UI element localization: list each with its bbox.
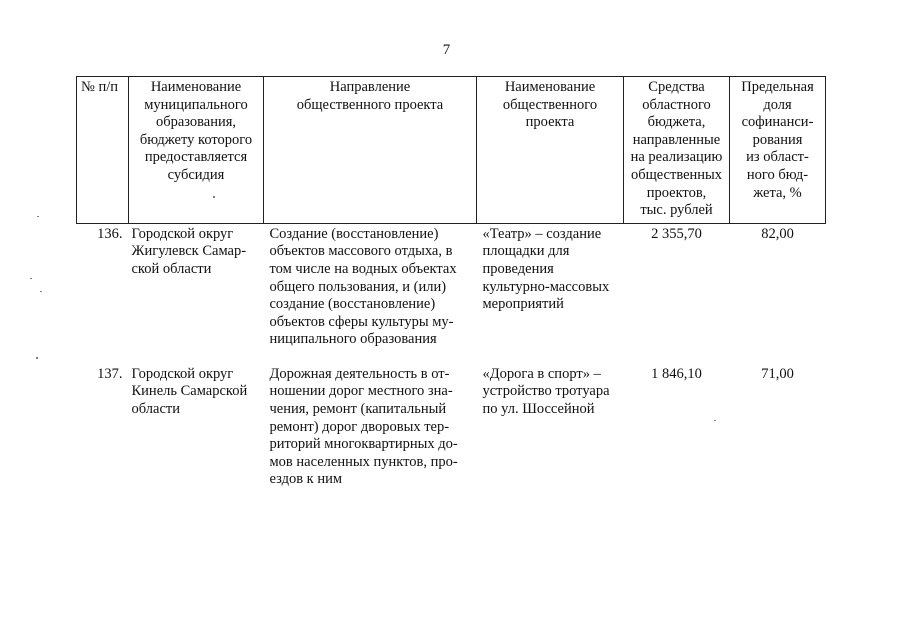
cell-line: Жигулевск Самар- [131, 243, 247, 260]
header-line: на реализацию [630, 149, 723, 166]
table-header [77, 77, 826, 224]
row-number: 137. [97, 365, 123, 382]
cell-line: объектов массового отдыха, в [269, 243, 453, 260]
header-line: жета, % [753, 184, 802, 201]
table-row [77, 223, 826, 366]
cell-line: Городской округ [131, 365, 234, 382]
row-direction [264, 223, 477, 366]
row-municipality [129, 223, 264, 366]
header-line: из област- [746, 149, 809, 166]
header-line: направленные [632, 131, 721, 148]
row-funds: 2 355,70 [651, 225, 702, 242]
cell-line: Городской округ [131, 225, 234, 242]
header-line: субсидия [167, 166, 225, 183]
header-direction [264, 77, 477, 224]
cell-line: ездов к ним [269, 471, 343, 488]
header-line: ного бюд- [746, 166, 809, 183]
cell-line: объектов сферы культуры му- [269, 313, 454, 330]
scan-speck [213, 196, 215, 198]
cell-line: чения, ремонт (капитальный [269, 400, 447, 417]
row-project [477, 223, 624, 366]
cell-line: создание (восстановление) [269, 296, 436, 313]
cell-line: мероприятий [482, 296, 564, 313]
header-line: Средства [648, 79, 705, 95]
scan-speck [714, 420, 716, 421]
cell-line: общего пользования, и (или) [269, 278, 447, 295]
row-share: 71,00 [761, 365, 794, 382]
row-direction [264, 366, 477, 489]
header-line: бюджету которого [139, 131, 253, 148]
cell-line: Дорожная деятельность в от- [269, 365, 450, 382]
header-line: софинанси- [741, 114, 814, 131]
header-line: проекта [525, 114, 575, 131]
header-number [77, 77, 129, 224]
header-line: предоставляется [144, 149, 248, 166]
header-line: общественных [630, 166, 723, 183]
cell-line: Создание (восстановление) [269, 225, 439, 242]
table-row [77, 366, 826, 489]
header-line: Направление [329, 79, 411, 95]
scan-speck [37, 216, 39, 217]
header-line: рования [752, 131, 803, 148]
row-municipality [129, 366, 264, 489]
cell-line: ниципального образования [269, 331, 437, 348]
scan-speck [30, 278, 32, 279]
header-line: муниципального [144, 96, 248, 113]
cell-line: ремонт) дорог дворовых тер- [269, 418, 450, 435]
row-share: 82,00 [761, 225, 794, 242]
cell-line: «Дорога в спорт» – [482, 365, 601, 382]
cell-line: культурно-массовых [482, 278, 610, 295]
row-funds: 1 846,10 [651, 365, 702, 382]
cell-line: том числе на водных объектах [269, 260, 457, 277]
cell-line: мов населенных пунктов, про- [269, 453, 458, 470]
header-number-text: № п/п [81, 79, 119, 95]
cell-line: по ул. Шоссейной [482, 400, 595, 417]
row-number: 136. [97, 225, 123, 242]
header-municipality [129, 77, 264, 224]
header-line: общественного [502, 96, 598, 113]
cell-line: проведения [482, 260, 554, 277]
header-project [477, 77, 624, 224]
page-number: 7 [442, 42, 451, 58]
cell-line: устройство тротуара [482, 383, 610, 400]
header-share [730, 77, 826, 224]
cell-line: ношении дорог местного зна- [269, 383, 453, 400]
scan-speck [40, 291, 42, 292]
header-line: образования, [155, 114, 237, 131]
cell-line: площадки для [482, 243, 570, 260]
subsidy-table [76, 76, 826, 489]
header-line: тыс. рублей [640, 202, 713, 219]
header-line: проектов, [646, 184, 707, 201]
header-line: Предельная [741, 79, 814, 95]
scan-speck [36, 357, 38, 359]
row-project [477, 366, 624, 489]
header-line: общественного проекта [296, 96, 444, 113]
header-line: бюджета, [647, 114, 706, 131]
header-funds [624, 77, 730, 224]
header-line: доля [763, 96, 792, 113]
cell-line: «Театр» – создание [482, 225, 602, 242]
cell-line: Кинель Самарской [131, 383, 248, 400]
header-line: Наименование [150, 79, 242, 95]
cell-line: риторий многоквартирных до- [269, 436, 458, 453]
cell-line: области [131, 400, 180, 417]
header-line: Наименование [504, 79, 596, 95]
cell-line: ской области [131, 260, 212, 277]
header-line: областного [642, 96, 711, 113]
